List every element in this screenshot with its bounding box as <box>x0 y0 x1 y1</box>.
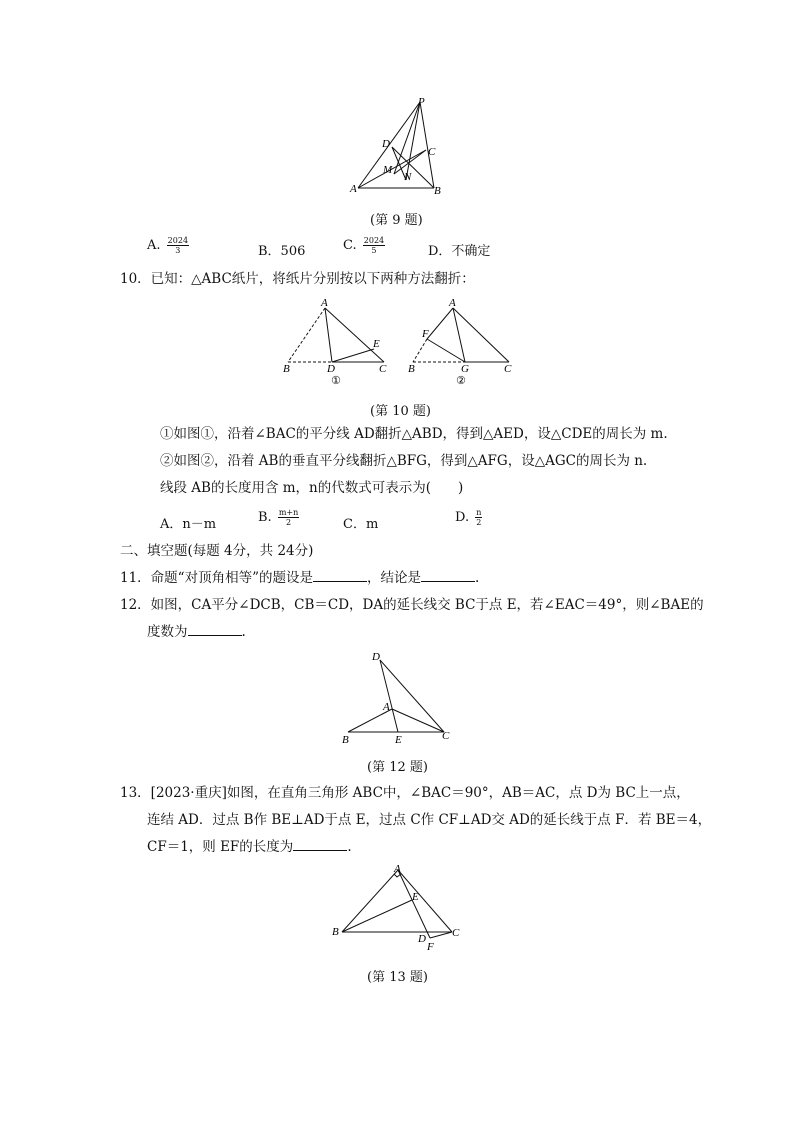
q10-option-d <box>455 508 484 527</box>
q10-fig1-mark: ① <box>331 374 341 387</box>
q10-option-c: C．m <box>343 517 379 532</box>
q13-line-3 <box>147 838 352 856</box>
q9-option-a-fraction: $\frac{2024}{3}$ <box>167 236 189 255</box>
q13-label-A: A <box>394 863 401 875</box>
q11-part-3: . <box>474 570 480 586</box>
q13-label-C: C <box>452 927 460 939</box>
q11-blank-2[interactable] <box>421 581 475 582</box>
q12-caption: (第 12 题) <box>367 760 428 775</box>
q9-option-c-fraction: $\frac{2024}{5}$ <box>363 236 385 255</box>
q12-line-2 <box>147 623 246 641</box>
q12-figure <box>338 646 458 746</box>
q9-option-c <box>343 236 387 255</box>
q11-part-2: ，结论是 <box>366 570 421 586</box>
q12-label-A: A <box>383 701 390 713</box>
q10-option-b-fraction: $\frac{m+n}{2}$ <box>278 508 299 527</box>
q11-part-1: 11．命题“对顶角相等”的题设是 <box>120 570 313 586</box>
q12-label-E: E <box>395 734 402 746</box>
q10-fig2-label-A: A <box>449 297 456 309</box>
q10-stem: 10．已知：△ABC纸片，将纸片分别按以下两种方法翻折： <box>120 271 475 287</box>
q13-line-3-end: . <box>347 839 352 855</box>
q10-fig1-label-D: D <box>327 363 335 375</box>
q12-label-C: C <box>442 730 450 742</box>
q10-option-a: A．n－m <box>160 517 217 532</box>
q13-label-F: F <box>427 941 434 953</box>
q10-fig2-mark: ② <box>456 374 466 387</box>
label-D: D <box>382 138 390 150</box>
q9-option-d: D．不确定 <box>428 244 491 259</box>
q10-line-2: ②如图②，沿着 AB的垂直平分线翻折△BFG，得到△AFG，设△AGC的周长为 n. <box>160 453 648 469</box>
q10-fig1-label-E: E <box>373 338 380 350</box>
label-A: A <box>350 183 357 195</box>
q11-line <box>120 569 479 587</box>
q10-line-3: 线段 AB的长度用含 m，n的代数式可表示为( ) <box>160 480 464 496</box>
q12-label-B: B <box>342 734 349 746</box>
q10-option-b <box>258 508 301 527</box>
q13-blank[interactable] <box>293 850 347 851</box>
q11-blank-1[interactable] <box>313 581 367 582</box>
q10-fig1-label-A: A <box>321 297 328 309</box>
q9-option-c-prefix: C. <box>343 238 357 253</box>
q9-caption: (第 9 题) <box>370 213 423 228</box>
q10-fig2-label-C: C <box>504 363 512 375</box>
q10-fig1-label-C: C <box>379 363 387 375</box>
q10-caption: (第 10 题) <box>370 404 431 419</box>
q9-figure <box>340 92 460 202</box>
q13-line-1: 13．[2023·重庆]如图，在直角三角形 ABC中，∠BAC＝90°，AB＝AC，点 D为 BC上一点， <box>120 785 690 801</box>
q13-label-B: B <box>332 926 339 938</box>
q10-line-1: ①如图①，沿着∠BAC的平分线 AD翻折△ABD，得到△AED，设△CDE的周长为 m. <box>160 426 668 442</box>
q10-option-d-fraction: $\frac{n}{2}$ <box>476 508 482 527</box>
q12-line-2-end: . <box>241 624 246 640</box>
q12-blank[interactable] <box>188 635 242 636</box>
label-N: N <box>404 171 412 183</box>
q9-option-b: B．506 <box>258 244 306 259</box>
q13-line-2: 连结 AD．过点 B作 BE⊥AD于点 E，过点 C作 CF⊥AD交 AD的延长线于点 F．若 BE＝4， <box>147 812 712 828</box>
q10-fig2-label-G: G <box>461 363 469 375</box>
q13-figure <box>328 862 468 957</box>
q13-caption: (第 13 题) <box>367 970 428 985</box>
q10-fig1-label-B: B <box>283 363 290 375</box>
q13-line-3-text: CF＝1，则 EF的长度为 <box>147 839 294 855</box>
q13-label-E: E <box>412 891 419 903</box>
q13-label-D: D <box>418 933 426 945</box>
q12-line-2-text: 度数为 <box>147 624 188 640</box>
q9-option-a-prefix: A. <box>147 238 161 253</box>
q10-fig2-label-B: B <box>408 363 415 375</box>
section-heading: 二、填空题(每题 4分，共 24分) <box>120 543 314 559</box>
q12-line-1: 12．如图，CA平分∠DCB，CB＝CD，DA的延长线交 BC于点 E，若∠EAC＝49°，则∠BAE的 <box>120 597 704 613</box>
q12-label-D: D <box>372 651 380 663</box>
q10-option-b-prefix: B. <box>258 510 272 525</box>
label-M: M <box>383 164 393 176</box>
q10-option-d-prefix: D. <box>455 510 470 525</box>
q10-figure-1 <box>280 294 395 389</box>
label-P: P <box>418 96 425 108</box>
q10-fig2-label-F: F <box>422 328 429 340</box>
q9-option-a <box>147 236 191 255</box>
label-C: C <box>428 146 436 158</box>
label-B: B <box>434 185 441 197</box>
q10-figure-2 <box>405 294 520 389</box>
